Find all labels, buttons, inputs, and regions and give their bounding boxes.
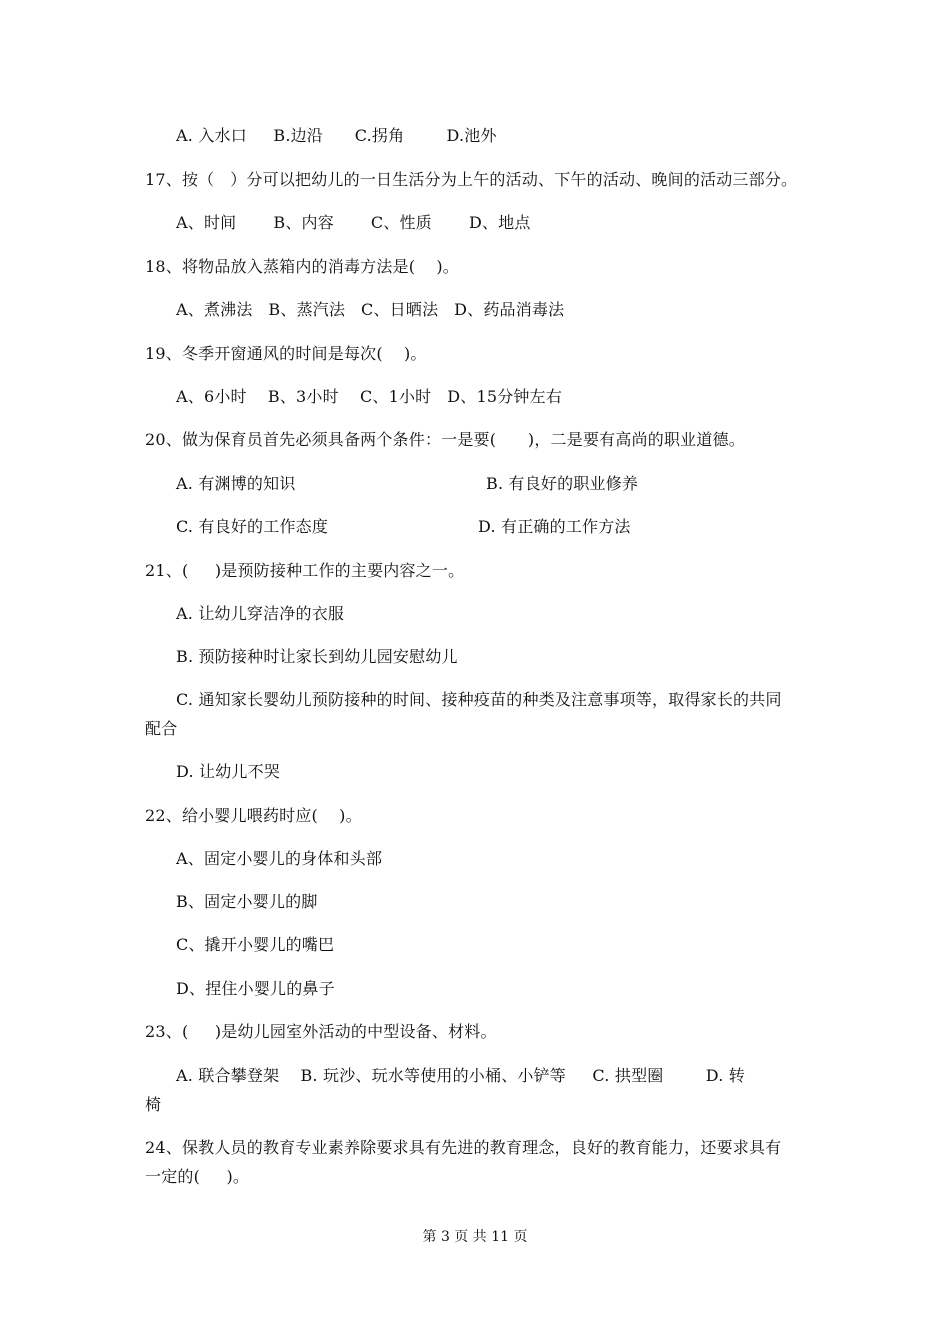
q24-stem: 24、保教人员的教育专业素养除要求具有先进的教育理念，良好的教育能力，还要求具有 [145,1138,782,1157]
q18-stem: 18、将物品放入蒸箱内的消毒方法是( )。 [145,257,459,276]
q17-stem: 17、按（ ）分可以把幼儿的一日生活分为上午的活动、下午的活动、晚间的活动三部分。 [145,170,798,189]
q19-stem: 19、冬季开窗通风的时间是每次( )。 [145,344,427,363]
page-number-footer: 第 3 页 共 11 页 [422,1229,528,1245]
q20-option-a: A. 有渊博的知识 [176,474,296,493]
q20-option-b: B. 有良好的职业修养 [486,474,639,493]
q21-option-d: D. 让幼儿不哭 [176,762,281,781]
q17-options: A、时间 B、内容 C、性质 D、地点 [176,213,531,232]
q23-options-cont: 椅 [145,1095,162,1114]
q22-option-d: D、捏住小婴儿的鼻子 [176,979,335,998]
q21-option-c-cont: 配合 [145,719,178,738]
q24-stem-cont: 一定的( )。 [145,1167,250,1186]
q22-stem: 22、给小婴儿喂药时应( )。 [145,806,362,825]
q21-stem: 21、( )是预防接种工作的主要内容之一。 [145,561,465,580]
q21-option-b: B. 预防接种时让家长到幼儿园安慰幼儿 [176,647,458,666]
q23-options: A. 联合攀登架 B. 玩沙、玩水等使用的小桶、小铲等 C. 拱型圈 D. 转 [176,1066,745,1085]
q22-option-b: B、固定小婴儿的脚 [176,892,318,911]
q19-options: A、6小时 B、3小时 C、1小时 D、15分钟左右 [176,387,563,406]
q20-option-c: C. 有良好的工作态度 [176,517,329,536]
q22-option-a: A、固定小婴儿的身体和头部 [176,849,383,868]
q23-stem: 23、( )是幼儿园室外活动的中型设备、材料。 [145,1022,497,1041]
q20-stem: 20、做为保育员首先必须具备两个条件：一是要( )，二是要有高尚的职业道德。 [145,430,745,449]
q21-option-c: C. 通知家长婴幼儿预防接种的时间、接种疫苗的种类及注意事项等，取得家长的共同 [176,690,782,709]
q20-option-d: D. 有正确的工作方法 [478,517,631,536]
q21-option-a: A. 让幼儿穿洁净的衣服 [176,604,345,623]
q16-options: A. 入水口 B.边沿 C.拐角 D.池外 [176,126,497,145]
q22-option-c: C、撬开小婴儿的嘴巴 [176,935,335,954]
q18-options: A、煮沸法 B、蒸汽法 C、日晒法 D、药品消毒法 [176,300,565,319]
